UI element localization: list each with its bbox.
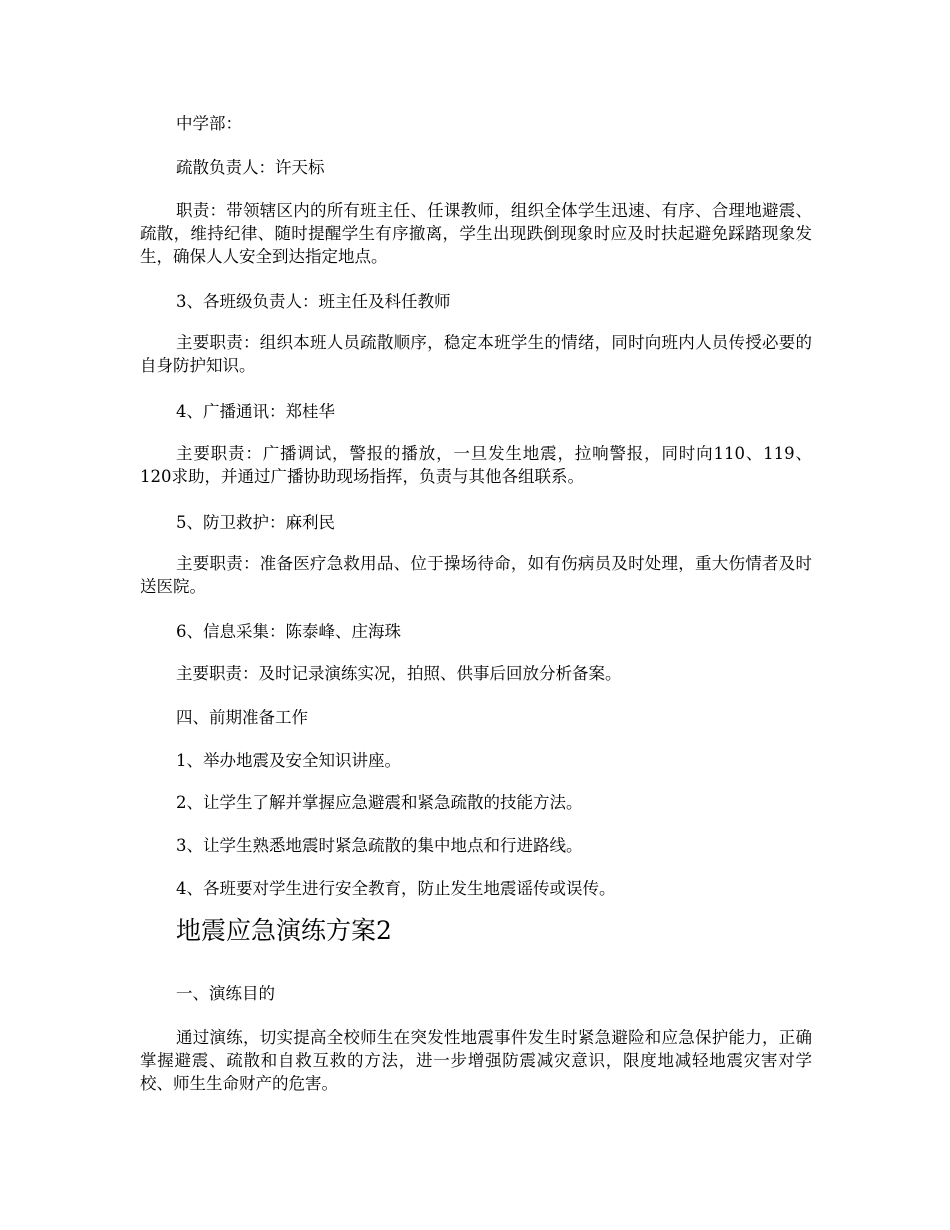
paragraph-drill-purpose: 通过演练，切实提高全校师生在突发性地震事件发生时紧急避险和应急保护能力，正确掌握避震、疏散和自救互救的方法，进一步增强防震减灾意识，限度地减轻地震灾害对学校、师生生命财产的危害。 bbox=[140, 1028, 812, 1093]
paragraph-drill-purpose-heading: 一、演练目的 bbox=[176, 984, 275, 1003]
paragraph-class-leads: 3、各班级负责人：班主任及科任教师 bbox=[176, 292, 451, 311]
paragraph-broadcast-duties: 主要职责：广播调试，警报的播放，一旦发生地震，拉响警报，同时向110、119、120求助，并通过广播协助现场指挥，负责与其他各组联系。 bbox=[140, 444, 812, 486]
paragraph-rescue-duties: 主要职责：准备医疗急救用品、位于操场待命，如有伤病员及时处理，重大伤情者及时送医院。 bbox=[140, 554, 812, 596]
paragraph-prep-1: 1、举办地震及安全知识讲座。 bbox=[176, 751, 401, 770]
paragraph-prep-3: 3、让学生熟悉地震时紧急疏散的集中地点和行进路线。 bbox=[176, 836, 583, 855]
paragraph-prep-heading: 四、前期准备工作 bbox=[176, 708, 308, 727]
paragraph-evacuation-lead: 疏散负责人：许天标 bbox=[176, 158, 325, 177]
section-title: 地震应急演练方案2 bbox=[176, 916, 392, 945]
paragraph-prep-4: 4、各班要对学生进行安全教育，防止发生地震谣传或误传。 bbox=[176, 879, 616, 898]
paragraph-middle-school: 中学部： bbox=[176, 114, 242, 133]
paragraph-class-duties: 主要职责：组织本班人员疏散顺序，稳定本班学生的情绪，同时向班内人员传授必要的自身防护知识。 bbox=[140, 333, 812, 375]
paragraph-info: 6、信息采集：陈泰峰、庄海珠 bbox=[176, 622, 401, 641]
paragraph-info-duties: 主要职责：及时记录演练实况，拍照、供事后回放分析备案。 bbox=[176, 664, 622, 683]
paragraph-lead-duties: 职责：带领辖区内的所有班主任、任课教师，组织全体学生迅速、有序、合理地避震、疏散，维持纪律、随时提醒学生有序撤离，学生出现跌倒现象时应及时扶起避免踩踏现象发生，确保人人安全到达指定地点。 bbox=[140, 201, 812, 266]
paragraph-rescue: 5、防卫救护：麻利民 bbox=[176, 513, 335, 532]
paragraph-broadcast: 4、广播通讯：郑桂华 bbox=[176, 402, 335, 421]
paragraph-prep-2: 2、让学生了解并掌握应急避震和紧急疏散的技能方法。 bbox=[176, 793, 583, 812]
